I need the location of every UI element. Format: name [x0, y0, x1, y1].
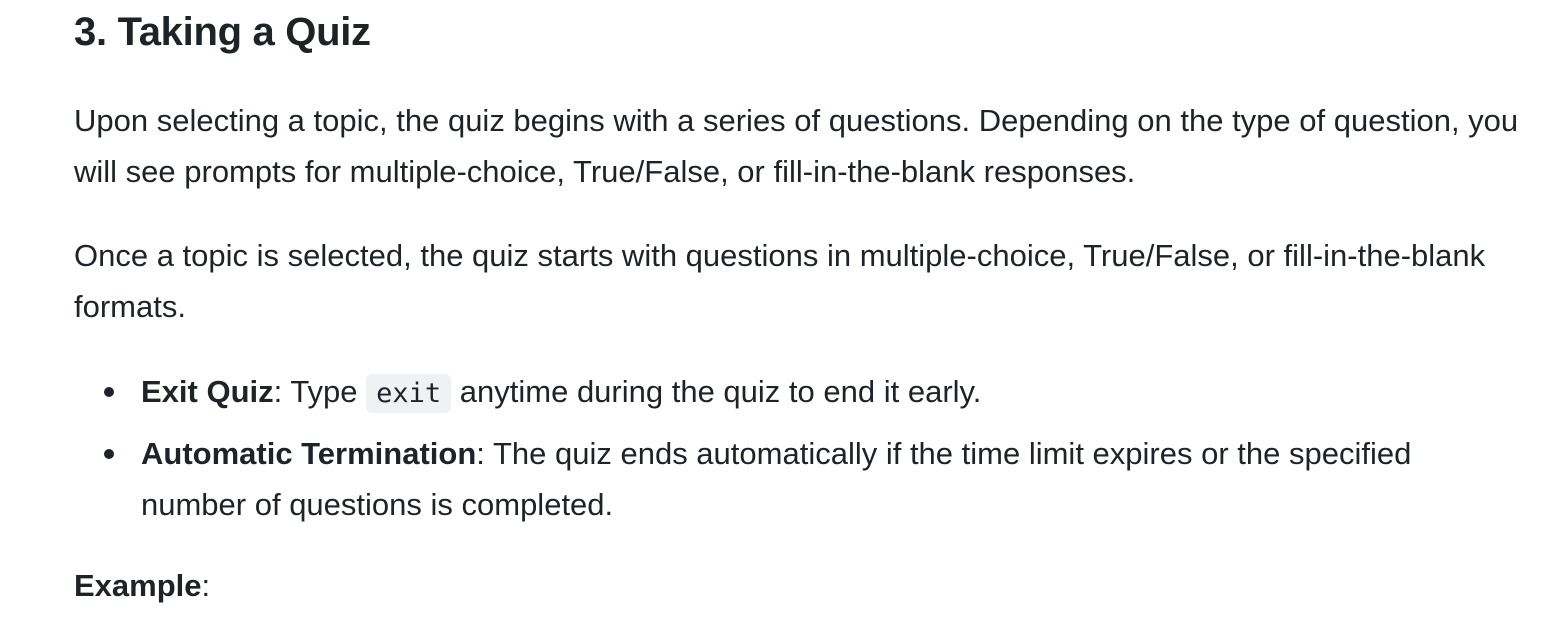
section-title: 3. Taking a Quiz [74, 10, 371, 54]
summary-paragraph: Once a topic is selected, the quiz starts with questions in multiple-choice, True/False, or fill-in-the-blank formats. [74, 238, 1486, 324]
bullet-dot-icon [104, 449, 114, 459]
bullet-list [74, 366, 1522, 530]
list-item-exit-quiz [74, 366, 1522, 419]
list-item-automatic-termination [74, 428, 1522, 530]
bullet-dot-icon [104, 387, 114, 397]
bullet-term: Exit Quiz [141, 374, 274, 409]
intro-paragraph: Upon selecting a topic, the quiz begins with a series of questions. Depending on the type of question, you will see prompts for multiple-choice, True/False, or fill-in-the-blank responses. [74, 103, 1519, 189]
bullet-text: The quiz ends automatically if the time limit expires or the specified number of questions is completed. [141, 436, 1412, 522]
example-label-text: Example [74, 568, 202, 603]
bullet-separator: : [476, 436, 485, 471]
bullet-term: Automatic Termination [141, 436, 477, 471]
example-separator: : [201, 568, 211, 603]
bullet-separator: : [273, 374, 283, 409]
inline-code-exit: exit [366, 374, 451, 413]
example-label [74, 560, 1522, 611]
bullet-text-after-code: anytime during the quiz to end it early. [451, 374, 982, 409]
bullet-text-before-code: Type [282, 374, 367, 409]
